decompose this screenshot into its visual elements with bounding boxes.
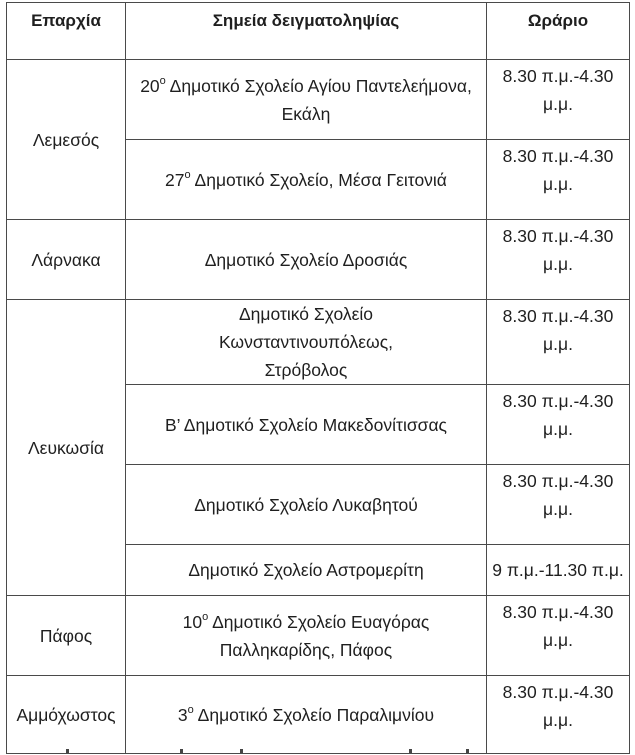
province-cell: Λεμεσός xyxy=(7,60,126,220)
hours-cell: 8.30 π.μ.-4.30 μ.μ. xyxy=(487,596,630,676)
table-row xyxy=(7,60,630,140)
site-name: Δημοτικό Σχολείο Παραλιμνίου xyxy=(193,704,435,725)
hours-cell: 8.30 π.μ.-4.30 μ.μ. xyxy=(487,676,630,754)
header-hours: Ωράριο xyxy=(487,3,630,60)
table-row xyxy=(7,300,630,385)
hours-cell: 8.30 π.μ.-4.30 μ.μ. xyxy=(487,60,630,140)
site-ordinal: 10 xyxy=(182,611,203,632)
site-ordinal: 20 xyxy=(140,75,160,96)
site-name: Δημοτικό Σχολείο Ευαγόρας Παλληκαρίδης, Πάφος xyxy=(208,611,430,660)
site-name: Δημοτικό Σχολείο, Μέσα Γειτονιά xyxy=(190,169,447,190)
site-ordinal-suffix: ο xyxy=(159,74,166,87)
site-ordinal-suffix: ο xyxy=(184,168,191,181)
site-ordinal: 3 xyxy=(177,704,188,725)
site-cell: Δημοτικό Σχολείο Δροσιάς xyxy=(126,220,487,300)
hours-cell: 8.30 π.μ.-4.30 μ.μ. xyxy=(487,140,630,220)
site-ordinal-suffix: ο xyxy=(187,703,194,716)
site-cell xyxy=(126,596,487,676)
site-cell: Δημοτικό Σχολείο Κωνσταντινουπόλεως, Στρόβολος xyxy=(126,300,487,385)
province-cell: Πάφος xyxy=(7,596,126,676)
table-row xyxy=(7,596,630,676)
province-cell: Αμμόχωστος xyxy=(7,676,126,754)
sampling-sites-table xyxy=(6,2,630,754)
header-row xyxy=(7,3,630,60)
table-row xyxy=(7,676,630,754)
hours-cell: 8.30 π.μ.-4.30 μ.μ. xyxy=(487,220,630,300)
hours-cell: 8.30 π.μ.-4.30 μ.μ. xyxy=(487,300,630,385)
hours-cell: 9 π.μ.-11.30 π.μ. xyxy=(487,545,630,596)
site-ordinal-suffix: ο xyxy=(202,610,209,623)
site-ordinal: 27 xyxy=(165,169,185,190)
province-cell: Λάρνακα xyxy=(7,220,126,300)
header-site: Σημεία δειγματοληψίας xyxy=(126,3,487,60)
site-cell: Β’ Δημοτικό Σχολείο Μακεδονίτισσας xyxy=(126,385,487,465)
site-name: Δημοτικό Σχολείο Αγίου Παντελεήμονα, Εκάλη xyxy=(165,75,472,124)
table-row xyxy=(7,220,630,300)
site-cell: Δημοτικό Σχολείο Αστρομερίτη xyxy=(126,545,487,596)
province-cell: Λευκωσία xyxy=(7,300,126,596)
hours-cell: 8.30 π.μ.-4.30 μ.μ. xyxy=(487,465,630,545)
cropped-text-remnants xyxy=(0,748,635,755)
hours-cell: 8.30 π.μ.-4.30 μ.μ. xyxy=(487,385,630,465)
site-cell xyxy=(126,60,487,140)
site-cell: Δημοτικό Σχολείο Λυκαβητού xyxy=(126,465,487,545)
site-cell xyxy=(126,140,487,220)
site-cell xyxy=(126,676,487,754)
header-province: Επαρχία xyxy=(7,3,126,60)
